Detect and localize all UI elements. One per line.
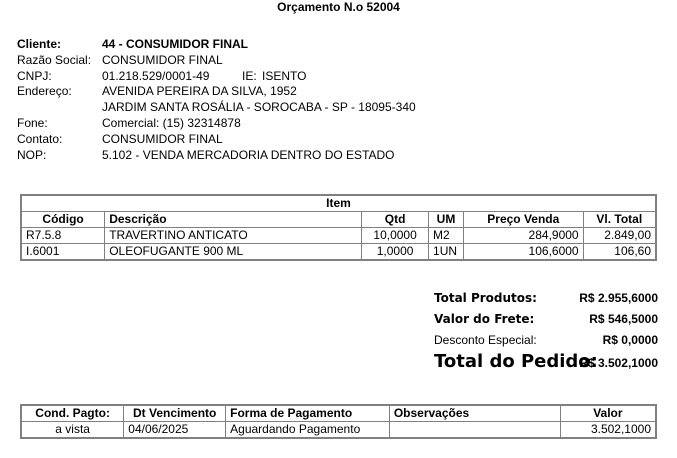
razao-label: Razão Social: bbox=[17, 52, 92, 67]
cell-dt-vencimento: 04/06/2025 bbox=[124, 422, 226, 439]
col-header-forma-pagamento: Forma de Pagamento bbox=[226, 405, 390, 422]
col-header-vl-total: Vl. Total bbox=[583, 212, 656, 228]
col-header-um: UM bbox=[429, 212, 464, 228]
total-pedido-row bbox=[434, 351, 658, 378]
cell-qtd: 10,0000 bbox=[362, 228, 429, 244]
cnpj-label: CNPJ: bbox=[17, 68, 52, 83]
nop-label: NOP: bbox=[17, 147, 47, 162]
ie-value: ISENTO bbox=[262, 68, 307, 83]
cell-um: 1UN bbox=[429, 244, 464, 261]
table-row bbox=[21, 244, 656, 261]
fone-value: Comercial: (15) 32314878 bbox=[102, 115, 241, 130]
col-header-valor: Valor bbox=[560, 405, 656, 422]
col-header-preco-venda: Preço Venda bbox=[463, 212, 583, 228]
table-row bbox=[21, 422, 656, 439]
col-header-cond-pagto: Cond. Pagto: bbox=[21, 405, 124, 422]
col-header-codigo: Código bbox=[21, 212, 105, 228]
items-table bbox=[20, 194, 657, 261]
desconto-label: Desconto Especial: bbox=[434, 333, 537, 347]
cell-vl-total: 106,60 bbox=[583, 244, 656, 261]
contato-value: CONSUMIDOR FINAL bbox=[102, 131, 223, 146]
cell-vl-total: 2.849,00 bbox=[583, 228, 656, 244]
table-row bbox=[21, 228, 656, 244]
cell-codigo: R7.5.8 bbox=[21, 228, 105, 244]
endereco-line2: JARDIM SANTA ROSÁLIA - SOROCABA - SP - 18095-340 bbox=[102, 100, 416, 115]
items-section-row bbox=[21, 195, 656, 212]
col-header-observacoes: Observações bbox=[389, 405, 560, 422]
cliente-value: 44 - CONSUMIDOR FINAL bbox=[102, 37, 249, 51]
cell-preco-venda: 106,6000 bbox=[463, 244, 583, 261]
cell-descricao: TRAVERTINO ANTICATO bbox=[105, 228, 362, 244]
cell-valor: 3.502,1000 bbox=[560, 422, 656, 439]
col-header-descricao: Descrição bbox=[105, 212, 362, 228]
total-produtos-row bbox=[434, 291, 658, 312]
items-section-title: Item bbox=[21, 195, 656, 212]
totals-block bbox=[434, 291, 658, 378]
cell-descricao: OLEOFUGANTE 900 ML bbox=[105, 244, 362, 261]
nop-value: 5.102 - VENDA MERCADORIA DENTRO DO ESTADO bbox=[102, 147, 395, 162]
cell-um: M2 bbox=[429, 228, 464, 244]
cell-qtd: 1,0000 bbox=[362, 244, 429, 261]
payment-header-row bbox=[21, 405, 656, 422]
desconto-value: R$ 0,0000 bbox=[602, 333, 658, 347]
cliente-label: Cliente: bbox=[17, 37, 62, 51]
cell-cond-pagto: a vista bbox=[21, 422, 124, 439]
col-header-dt-vencimento: Dt Vencimento bbox=[124, 405, 226, 422]
valor-frete-value: R$ 546,5000 bbox=[589, 312, 658, 326]
ie-label: IE: bbox=[242, 68, 257, 83]
total-pedido-value: R$ 3.502,1000 bbox=[579, 356, 658, 370]
payment-table bbox=[20, 404, 657, 439]
cnpj-value: 01.218.529/0001-49 bbox=[102, 68, 210, 83]
total-produtos-label: Total Produtos: bbox=[434, 291, 537, 305]
total-produtos-value: R$ 2.955,6000 bbox=[579, 291, 658, 305]
razao-value: CONSUMIDOR FINAL bbox=[102, 52, 223, 67]
cell-preco-venda: 284,9000 bbox=[463, 228, 583, 244]
total-pedido-label: Total do Pedido: bbox=[434, 351, 598, 372]
cell-codigo: I.6001 bbox=[21, 244, 105, 261]
cell-forma-pagamento: Aguardando Pagamento bbox=[226, 422, 390, 439]
endereco-line1: AVENIDA PEREIRA DA SILVA, 1952 bbox=[102, 84, 297, 99]
cell-observacoes bbox=[389, 422, 560, 439]
valor-frete-row bbox=[434, 312, 658, 333]
items-header-row bbox=[21, 212, 656, 228]
page-title: Orçamento N.o 52004 bbox=[277, 0, 400, 14]
valor-frete-label: Valor do Frete: bbox=[434, 312, 535, 326]
col-header-qtd: Qtd bbox=[362, 212, 429, 228]
fone-label: Fone: bbox=[17, 115, 48, 130]
endereco-label: Endereço: bbox=[17, 84, 72, 99]
contato-label: Contato: bbox=[17, 131, 63, 146]
